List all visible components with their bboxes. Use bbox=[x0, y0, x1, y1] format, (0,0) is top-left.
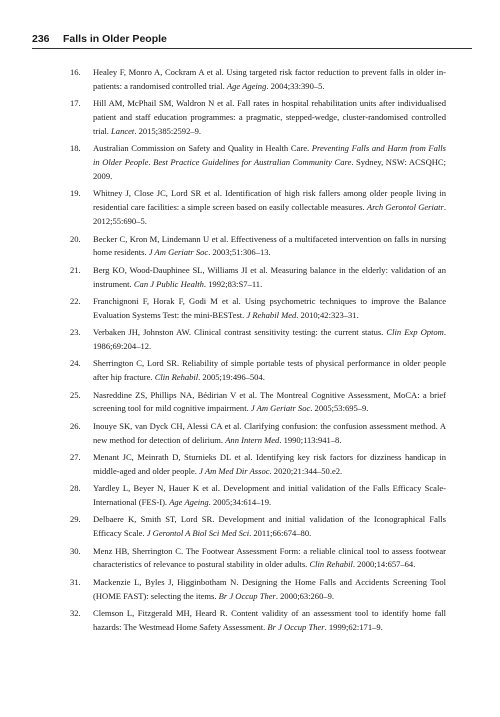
reference-number: 23. bbox=[70, 327, 81, 338]
reference-citation: . 2003;51:306–13. bbox=[208, 247, 271, 258]
reference-journal: J Am Geriatr Soc bbox=[148, 247, 209, 258]
reference-text: Clemson L, Fitzgerald MH, Heard R. Content validity of an assessment tool to identify home fall hazards: The Westmead Home Safety Assessment. bbox=[93, 607, 446, 632]
reference-item bbox=[70, 576, 446, 604]
reference-journal: Clin Exp Optom bbox=[386, 327, 444, 338]
reference-text: Healey F, Monro A, Cockram A et al. Using targeted risk factor reduction to prevent falls in older in-patients: a randomised controlled trial. bbox=[93, 67, 446, 91]
reference-citation: . 2010;42:323–31. bbox=[296, 309, 359, 320]
reference-journal: Age Ageing bbox=[226, 80, 267, 91]
reference-text: Sherrington C, Lord SR. Reliability of simple portable tests of physical performance in older people after hip fracture. bbox=[93, 358, 446, 383]
reference-text: Hill AM, McPhail SM, Waldron N et al. Fall rates in hospital rehabilitation units after individualised patient and staff education programmes: a pragmatic, stepped-wedge, cluster-randomised controlled trial. bbox=[93, 98, 446, 137]
reference-number: 30. bbox=[70, 545, 81, 556]
reference-citation: . 1990;113:941–8. bbox=[279, 434, 342, 445]
reference-citation: . 2000;14:657–64. bbox=[352, 559, 416, 570]
reference-text: Whitney J, Close JC, Lord SR et al. Identification of high risk fallers among older people living in residential care facilities: a simple screen based on easily collectable measures. bbox=[93, 188, 446, 213]
reference-text: Nasreddine ZS, Phillips NA, Bédirian V et al. The Montreal Cognitive Assessment, MoCA: a brief screening tool for mild cognitive impairment. bbox=[93, 389, 446, 414]
reference-item bbox=[70, 142, 446, 184]
reference-citation: . 1986;69:204–12. bbox=[93, 327, 446, 352]
reference-item bbox=[70, 326, 446, 354]
reference-journal: Arch Gerontol Geriatr bbox=[366, 202, 444, 213]
reference-citation: . 2015;385:2592–9. bbox=[134, 126, 202, 137]
reference-item bbox=[70, 233, 446, 261]
reference-text: Becker C, Kron M, Lindemann U et al. Effectiveness of a multifaceted intervention on falls in nursing home residents. bbox=[93, 233, 446, 258]
reference-number: 18. bbox=[70, 143, 81, 154]
reference-journal: Br J Occup Ther bbox=[218, 590, 276, 601]
reference-citation: . 1999;62:171–9. bbox=[324, 621, 383, 632]
reference-citation: . 1992;83:S7–11. bbox=[203, 278, 263, 289]
reference-text: Berg KO, Wood-Dauphinee SL, Williams JI et al. Measuring balance in the elderly: validation of an instrument. bbox=[93, 264, 446, 289]
reference-citation: . 2000;63:260–9. bbox=[275, 590, 335, 601]
reference-item bbox=[70, 295, 446, 323]
reference-number: 16. bbox=[70, 67, 81, 77]
reference-item bbox=[70, 66, 446, 94]
reference-item bbox=[70, 482, 446, 510]
reference-item bbox=[70, 357, 446, 385]
running-title: Falls in Older People bbox=[63, 33, 167, 45]
reference-number: 20. bbox=[70, 233, 81, 244]
reference-number: 17. bbox=[70, 98, 81, 109]
reference-item bbox=[70, 545, 446, 573]
reference-journal: J Gerontol A Biol Sci Med Sci bbox=[146, 528, 250, 539]
reference-journal: Preventing Falls and Harm from Falls in Older People. Best Practice Guidelines for Australian Community Care bbox=[93, 143, 446, 168]
page-number: 236 bbox=[32, 33, 50, 45]
reference-item bbox=[70, 187, 446, 229]
reference-number: 21. bbox=[70, 264, 81, 275]
reference-citation: . 2005;53:695–9. bbox=[310, 403, 369, 414]
reference-citation: . Sydney, NSW: ACSQHC; 2009. bbox=[93, 157, 446, 182]
reference-item bbox=[70, 607, 446, 635]
reference-item bbox=[70, 420, 446, 448]
reference-text: Menant JC, Meinrath D, Sturnieks DL et al. Identifying key risk factors for dizziness handicap in middle-aged and older people. bbox=[93, 451, 446, 476]
reference-number: 29. bbox=[70, 514, 81, 525]
reference-citation: . 2012;55:690–5. bbox=[93, 202, 446, 227]
reference-number: 31. bbox=[70, 576, 81, 587]
reference-number: 28. bbox=[70, 483, 81, 494]
reference-journal: Lancet bbox=[111, 126, 135, 137]
reference-journal: Br J Occup Ther bbox=[267, 621, 325, 632]
reference-journal: J Rehabil Med bbox=[246, 309, 297, 320]
reference-citation: . 2005;34:614–19. bbox=[208, 497, 272, 508]
reference-text: Menz HB, Sherrington C. The Footwear Assessment Form: a reliable clinical tool to assess footwear characteristics of relevance to postural stability in older adults. bbox=[93, 545, 446, 570]
reference-number: 22. bbox=[70, 295, 81, 306]
reference-text: Yardley L, Beyer N, Hauer K et al. Development and initial validation of the Falls Efficacy Scale-International (FES-I). bbox=[93, 483, 446, 508]
reference-number: 19. bbox=[70, 188, 81, 199]
reference-journal: J Am Med Dir Assoc bbox=[199, 465, 270, 476]
reference-number: 27. bbox=[70, 451, 81, 462]
reference-text: Delbaere K, Smith ST, Lord SR. Development and initial validation of the Iconographical Falls Efficacy Scale. bbox=[93, 514, 446, 539]
reference-number: 24. bbox=[70, 358, 81, 369]
reference-journal: Clin Rehabil bbox=[309, 559, 353, 570]
reference-number: 25. bbox=[70, 389, 81, 400]
reference-journal: Ann Intern Med bbox=[225, 434, 280, 445]
reference-item bbox=[70, 97, 446, 139]
reference-number: 32. bbox=[70, 607, 81, 618]
reference-text: Mackenzie L, Byles J, Higginbotham N. Designing the Home Falls and Accidents Screening Tool (HOME FAST): selecting the items. bbox=[93, 576, 446, 601]
reference-citation: . 2005;19:496–504. bbox=[198, 372, 265, 383]
reference-text: Franchignoni F, Horak F, Godi M et al. Using psychometric techniques to improve the Balance Evaluation Systems Test: the mini-BESTest. bbox=[93, 295, 446, 320]
reference-text: Inouye SK, van Dyck CH, Alessi CA et al. Clarifying confusion: the confusion assessment method. A new method for detection of delirium. bbox=[93, 420, 446, 445]
header-rule bbox=[32, 48, 472, 49]
reference-text: Verbaken JH, Johnston AW. Clinical contrast sensitivity testing: the current status. bbox=[93, 327, 387, 338]
reference-item bbox=[70, 451, 446, 479]
reference-citation: . 2011;66:674–80. bbox=[249, 528, 312, 539]
reference-citation: . 2020;21:344–50.e2. bbox=[269, 465, 343, 476]
running-header bbox=[32, 33, 472, 47]
reference-text: Australian Commission on Safety and Quality in Health Care. bbox=[93, 143, 312, 154]
reference-item bbox=[70, 513, 446, 541]
reference-list bbox=[70, 66, 446, 638]
reference-journal: Age Ageing bbox=[169, 497, 209, 508]
reference-item bbox=[70, 264, 446, 292]
reference-citation: . 2004;33:390–5. bbox=[266, 80, 325, 91]
reference-journal: Clin Rehabil bbox=[154, 372, 199, 383]
reference-journal: Can J Public Health bbox=[133, 278, 204, 289]
reference-journal: J Am Geriatr Soc bbox=[250, 403, 311, 414]
reference-item bbox=[70, 389, 446, 417]
reference-number: 26. bbox=[70, 420, 81, 431]
